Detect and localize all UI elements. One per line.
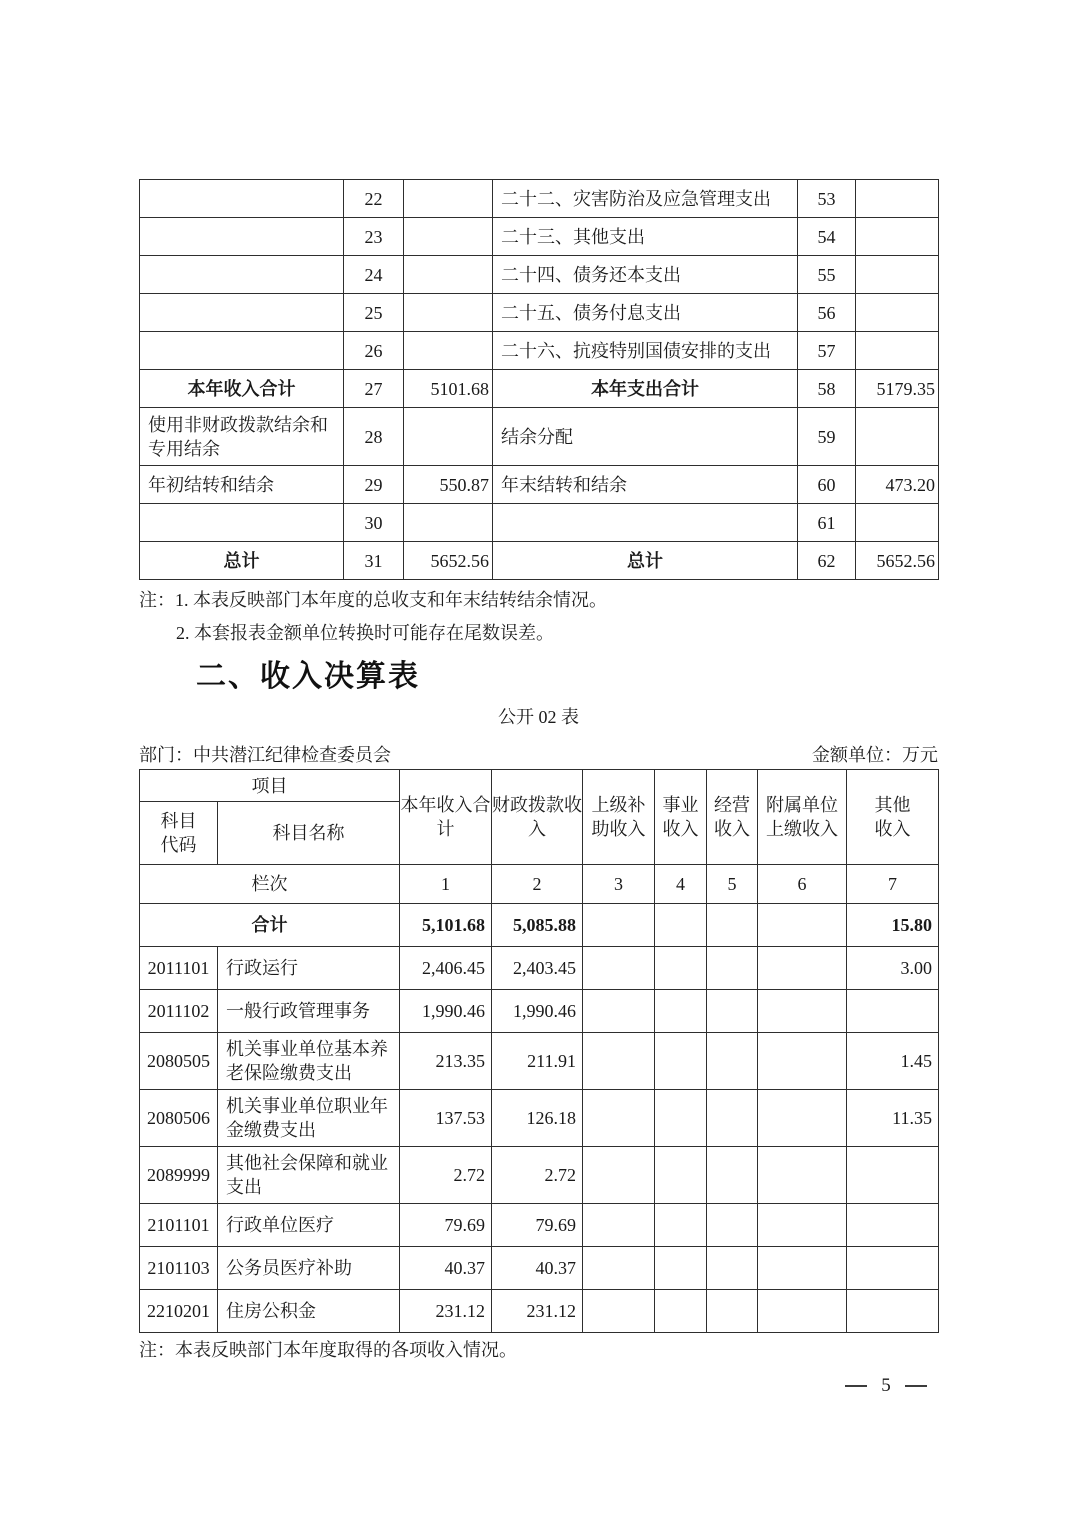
value-cell [583, 947, 655, 990]
value-cell [758, 1204, 847, 1247]
left-label-cell: 总计 [140, 542, 344, 580]
value-cell: 79.69 [400, 1204, 492, 1247]
right-no-cell: 60 [798, 466, 856, 504]
code-cell: 2101101 [140, 1204, 218, 1247]
value-cell: 79.69 [492, 1204, 583, 1247]
left-label-cell [140, 294, 344, 332]
left-no-cell: 27 [344, 370, 404, 408]
right-value-cell [856, 504, 939, 542]
right-no-cell: 61 [798, 504, 856, 542]
value-cell [583, 990, 655, 1033]
code-cell: 2011102 [140, 990, 218, 1033]
value-cell [655, 1290, 707, 1333]
left-value-cell [404, 256, 493, 294]
value-cell: 211.91 [492, 1033, 583, 1090]
left-label-cell: 使用非财政拨款结余和专用结余 [140, 408, 344, 466]
left-no-cell: 22 [344, 180, 404, 218]
left-no-cell: 29 [344, 466, 404, 504]
page-number-dash [905, 1385, 927, 1387]
value-cell: 2.72 [400, 1147, 492, 1204]
right-no-cell: 57 [798, 332, 856, 370]
value-cell [758, 1147, 847, 1204]
income-row [140, 1090, 939, 1147]
value-cell: 5,101.68 [400, 904, 492, 947]
code-cell: 2210201 [140, 1290, 218, 1333]
right-value-cell [856, 294, 939, 332]
income-row [140, 1033, 939, 1090]
header-col-number: 1 [400, 865, 492, 904]
summary-row [140, 218, 939, 256]
value-cell: 231.12 [492, 1290, 583, 1333]
left-label-cell: 本年收入合计 [140, 370, 344, 408]
header-col-number: 2 [492, 865, 583, 904]
left-value-cell [404, 218, 493, 256]
section-title: 二、收入决算表 [196, 660, 420, 693]
income-row [140, 947, 939, 990]
right-label-cell: 年末结转和结余 [493, 466, 798, 504]
left-value-cell [404, 332, 493, 370]
table-meta-row [139, 741, 938, 767]
right-label-cell: 二十四、债务还本支出 [493, 256, 798, 294]
summary-row [140, 294, 939, 332]
value-cell: 5,085.88 [492, 904, 583, 947]
page-number [845, 1374, 927, 1398]
name-cell: 公务员医疗补助 [218, 1247, 400, 1290]
value-cell [758, 947, 847, 990]
header-subject-name: 科目名称 [218, 802, 400, 865]
value-cell [583, 1090, 655, 1147]
right-no-cell: 62 [798, 542, 856, 580]
code-cell: 2011101 [140, 947, 218, 990]
value-cell [707, 1204, 758, 1247]
value-cell [847, 1204, 939, 1247]
left-value-cell [404, 504, 493, 542]
unit-label: 金额单位：万元 [812, 745, 938, 765]
name-cell: 行政运行 [218, 947, 400, 990]
income-table-note: 注：本表反映部门本年度取得的各项收入情况。 [139, 1340, 517, 1360]
right-value-cell: 5179.35 [856, 370, 939, 408]
right-no-cell: 56 [798, 294, 856, 332]
value-cell [758, 1247, 847, 1290]
header-col-other-income: 其他收入 [847, 770, 939, 865]
right-value-cell [856, 332, 939, 370]
value-cell [655, 1033, 707, 1090]
header-col-operating-income: 经营收入 [707, 770, 758, 865]
value-cell [583, 1247, 655, 1290]
right-no-cell: 53 [798, 180, 856, 218]
name-cell: 其他社会保障和就业支出 [218, 1147, 400, 1204]
summary-row [140, 408, 939, 466]
summary-table [139, 179, 939, 580]
header-project: 项目 [140, 770, 400, 802]
value-cell [758, 1033, 847, 1090]
value-cell [583, 1147, 655, 1204]
value-cell [707, 1033, 758, 1090]
right-no-cell: 55 [798, 256, 856, 294]
value-cell [583, 904, 655, 947]
left-no-cell: 25 [344, 294, 404, 332]
summary-row [140, 256, 939, 294]
value-cell: 137.53 [400, 1090, 492, 1147]
value-cell: 2,403.45 [492, 947, 583, 990]
right-label-cell: 二十二、灾害防治及应急管理支出 [493, 180, 798, 218]
table-code-label: 公开 02 表 [498, 707, 579, 727]
summary-row [140, 370, 939, 408]
value-cell: 40.37 [492, 1247, 583, 1290]
value-cell [583, 1290, 655, 1333]
value-cell [655, 947, 707, 990]
left-value-cell: 5652.56 [404, 542, 493, 580]
header-col-fiscal-appropriation: 财政拨款收入 [492, 770, 583, 865]
value-cell: 40.37 [400, 1247, 492, 1290]
code-cell: 2101103 [140, 1247, 218, 1290]
income-header-row-1 [140, 770, 939, 802]
value-cell [707, 1147, 758, 1204]
summary-notes [139, 584, 607, 650]
value-cell [758, 904, 847, 947]
summary-row [140, 180, 939, 218]
value-cell [707, 990, 758, 1033]
right-label-cell: 二十三、其他支出 [493, 218, 798, 256]
header-col-number: 4 [655, 865, 707, 904]
left-value-cell [404, 408, 493, 466]
summary-note-line-2: 2. 本套报表金额单位转换时可能存在尾数误差。 [176, 623, 554, 643]
left-label-cell [140, 218, 344, 256]
header-subject-code: 科目代码 [140, 802, 218, 865]
value-cell [707, 947, 758, 990]
left-no-cell: 23 [344, 218, 404, 256]
income-row [140, 1147, 939, 1204]
header-lanci: 栏次 [140, 865, 400, 904]
left-no-cell: 31 [344, 542, 404, 580]
right-value-cell [856, 180, 939, 218]
value-cell: 15.80 [847, 904, 939, 947]
left-label-cell [140, 504, 344, 542]
left-label-cell [140, 332, 344, 370]
value-cell [655, 1247, 707, 1290]
left-no-cell: 26 [344, 332, 404, 370]
value-cell [707, 1247, 758, 1290]
header-col-number: 6 [758, 865, 847, 904]
value-cell: 126.18 [492, 1090, 583, 1147]
right-label-cell [493, 504, 798, 542]
summary-table-body [140, 180, 939, 580]
value-cell [758, 990, 847, 1033]
right-value-cell [856, 256, 939, 294]
name-cell: 机关事业单位职业年金缴费支出 [218, 1090, 400, 1147]
summary-row [140, 466, 939, 504]
right-label-cell: 结余分配 [493, 408, 798, 466]
value-cell [758, 1290, 847, 1333]
summary-row [140, 332, 939, 370]
value-cell: 213.35 [400, 1033, 492, 1090]
value-cell [655, 990, 707, 1033]
value-cell: 231.12 [400, 1290, 492, 1333]
header-col-number: 7 [847, 865, 939, 904]
right-value-cell [856, 408, 939, 466]
code-cell: 2089999 [140, 1147, 218, 1204]
header-col-superior-subsidy: 上级补助收入 [583, 770, 655, 865]
header-col-affiliated-units: 附属单位上缴收入 [758, 770, 847, 865]
department-label: 部门：中共潜江纪律检查委员会 [139, 745, 391, 765]
header-col-business-income: 事业收入 [655, 770, 707, 865]
right-value-cell: 5652.56 [856, 542, 939, 580]
value-cell [583, 1033, 655, 1090]
value-cell: 1.45 [847, 1033, 939, 1090]
value-cell: 3.00 [847, 947, 939, 990]
name-cell: 一般行政管理事务 [218, 990, 400, 1033]
right-no-cell: 54 [798, 218, 856, 256]
value-cell: 11.35 [847, 1090, 939, 1147]
value-cell [847, 1147, 939, 1204]
name-cell: 行政单位医疗 [218, 1204, 400, 1247]
value-cell [707, 1090, 758, 1147]
value-cell: 1,990.46 [492, 990, 583, 1033]
value-cell: 2,406.45 [400, 947, 492, 990]
right-value-cell: 473.20 [856, 466, 939, 504]
left-value-cell [404, 180, 493, 218]
value-cell [758, 1090, 847, 1147]
value-cell [655, 1147, 707, 1204]
right-label-cell: 总计 [493, 542, 798, 580]
code-cell: 2080506 [140, 1090, 218, 1147]
income-table [139, 769, 939, 1333]
value-cell [583, 1204, 655, 1247]
income-header-row-3 [140, 865, 939, 904]
left-no-cell: 28 [344, 408, 404, 466]
value-cell [655, 1204, 707, 1247]
left-label-cell [140, 180, 344, 218]
value-cell [847, 1247, 939, 1290]
right-label-cell: 二十五、债务付息支出 [493, 294, 798, 332]
income-row [140, 1204, 939, 1247]
value-cell [847, 1290, 939, 1333]
income-row [140, 990, 939, 1033]
right-no-cell: 59 [798, 408, 856, 466]
income-row [140, 1247, 939, 1290]
summary-note-line-1: 注：1. 本表反映部门本年度的总收支和年末结转结余情况。 [139, 590, 607, 610]
summary-row [140, 504, 939, 542]
code-cell: 2080505 [140, 1033, 218, 1090]
value-cell: 1,990.46 [400, 990, 492, 1033]
left-no-cell: 30 [344, 504, 404, 542]
left-value-cell: 550.87 [404, 466, 493, 504]
name-cell: 机关事业单位基本养老保险缴费支出 [218, 1033, 400, 1090]
left-value-cell [404, 294, 493, 332]
value-cell: 2.72 [492, 1147, 583, 1204]
income-row [140, 1290, 939, 1333]
income-table-body [140, 770, 939, 1333]
value-cell [707, 904, 758, 947]
left-no-cell: 24 [344, 256, 404, 294]
total-label-cell: 合计 [140, 904, 400, 947]
left-label-cell: 年初结转和结余 [140, 466, 344, 504]
page-number-value: 5 [881, 1375, 891, 1396]
right-label-cell: 二十六、抗疫特别国债安排的支出 [493, 332, 798, 370]
header-col-total-income: 本年收入合计 [400, 770, 492, 865]
left-label-cell [140, 256, 344, 294]
header-col-number: 3 [583, 865, 655, 904]
right-label-cell: 本年支出合计 [493, 370, 798, 408]
page-number-dash [845, 1385, 867, 1387]
value-cell [655, 904, 707, 947]
income-row [140, 904, 939, 947]
header-col-number: 5 [707, 865, 758, 904]
value-cell [655, 1090, 707, 1147]
name-cell: 住房公积金 [218, 1290, 400, 1333]
value-cell [707, 1290, 758, 1333]
right-no-cell: 58 [798, 370, 856, 408]
summary-row [140, 542, 939, 580]
left-value-cell: 5101.68 [404, 370, 493, 408]
right-value-cell [856, 218, 939, 256]
value-cell [847, 990, 939, 1033]
